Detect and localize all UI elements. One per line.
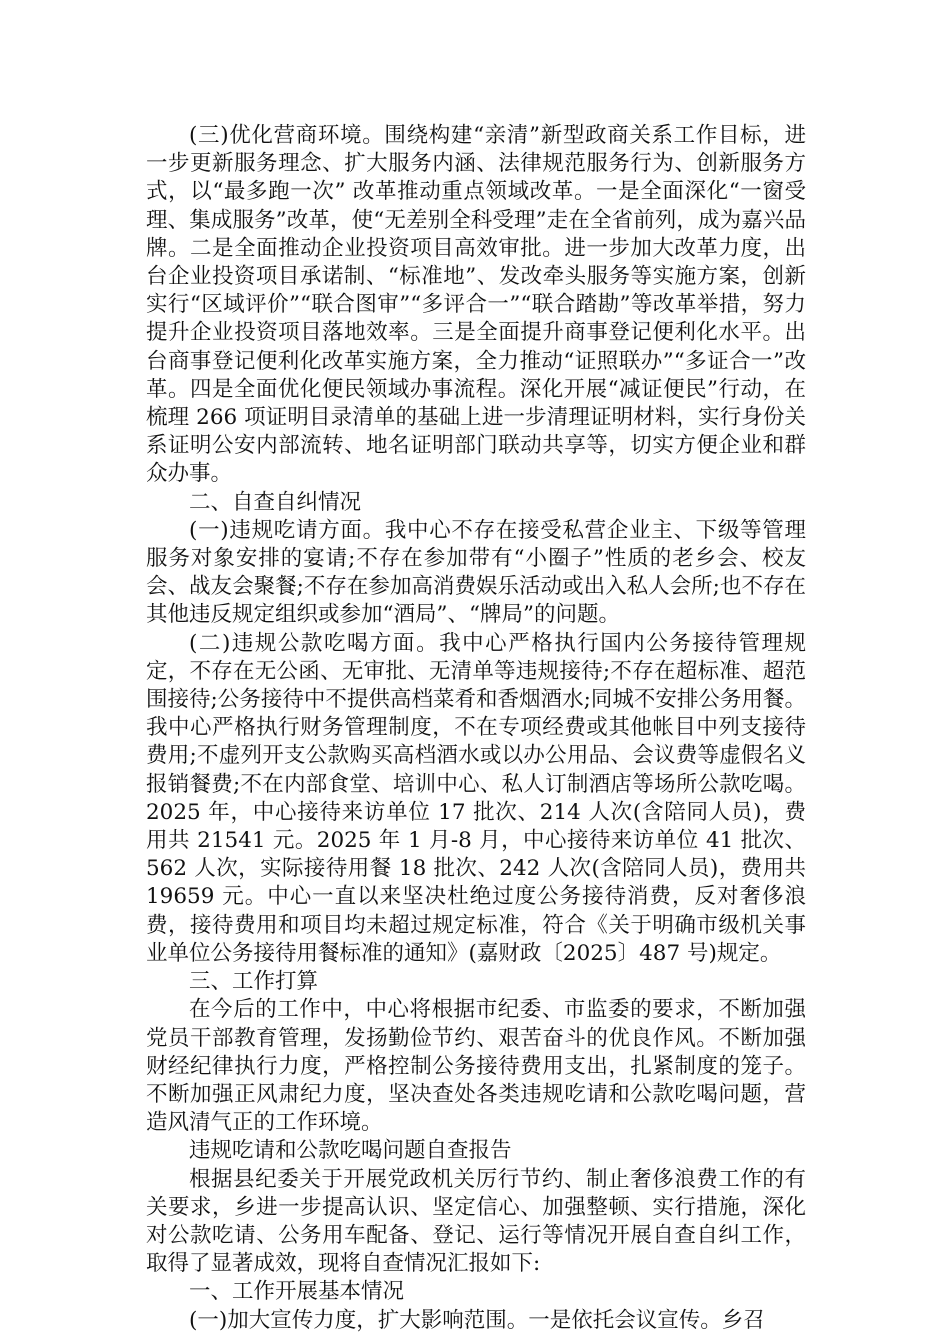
paragraph-improper-banquets: (一)违规吃请方面。我中心不存在接受私营企业主、下级等管理服务对象安排的宴请;不存在参加带有“小圈子”性质的老乡会、校友会、战友会聚餐;不存在参加高消费娱乐活动或出入私人会所;也不存在其他违反规定组织或参加“酒局”、“牌局”的问题。: [146, 517, 806, 628]
document-page: [146, 122, 806, 1335]
section-heading-work-plan: 三、工作打算: [189, 969, 319, 995]
paragraph-publicity: (一)加大宣传力度，扩大影响范围。一是依托会议宣传。乡召: [189, 1307, 765, 1333]
paragraph-business-environment: (三)优化营商环境。围绕构建“亲清”新型政商关系工作目标，进一步更新服务理念、扩大服务内涵、法律规范服务行为、创新服务方式，以“最多跑一次” 改革推动重点领域改革。一是全面深化“一窗受理、集成服务”改革，使“无差别全科受理”走在全省前列，成为嘉兴品牌。二是全面推动企业投资项目高效审批。进一步加大改革力度，出台企业投资项目承诺制、“标准地”、发改牵头服务等实施方案，创新实行“区域评价”“联合图审”“多评合一”“联合踏勘”等改革举措，努力提升企业投资项目落地效率。三是全面提升商事登记便利化水平。出台商事登记便利化改革实施方案，全力推动“证照联办”“多证合一”改革。四是全面优化便民领域办事流程。深化开展“减证便民”行动，在梳理 266 项证明目录清单的基础上进一步清理证明材料，实行身份关系证明公安内部流转、地名证明部门联动共享等，切实方便企业和群众办事。: [146, 123, 806, 487]
section-heading-self-inspection: 二、自查自纠情况: [189, 489, 362, 515]
section-heading-basic-situation: 一、工作开展基本情况: [189, 1279, 405, 1305]
paragraph-future-work: 在今后的工作中，中心将根据市纪委、市监委的要求，不断加强党员干部教育管理，发扬勤俭节约、艰苦奋斗的优良作风。不断加强财经纪律执行力度，严格控制公务接待费用支出，扎紧制度的笼子。不断加强正风肃纪力度，坚决查处各类违规吃请和公款吃喝问题，营造风清气正的工作环境。: [146, 997, 806, 1136]
report-title: 违规吃请和公款吃喝问题自查报告: [189, 1138, 512, 1164]
paragraph-report-intro: 根据县纪委关于开展党政机关厉行节约、制止奢侈浪费工作的有关要求，乡进一步提高认识、坚定信心、加强整顿、实行措施，深化对公款吃请、公务用车配备、登记、运行等情况开展自查自纠工作，取得了显著成效，现将自查情况汇报如下:: [146, 1166, 806, 1277]
paragraph-public-funds-dining: (二)违规公款吃喝方面。我中心严格执行国内公务接待管理规定，不存在无公函、无审批、无清单等违规接待;不存在超标准、超范围接待;公务接待中不提供高档菜肴和香烟酒水;同城不安排公务用餐。我中心严格执行财务管理制度，不在专项经费或其他帐目中列支接待费用;不虚列开支公款购买高档酒水或以办公用品、会议费等虚假名义报销餐费;不在内部食堂、培训中心、私人订制酒店等场所公款吃喝。2025 年，中心接待来访单位 17 批次、214 人次(含陪同人员)，费用共 21541 元。2025 年 1 月-8 月，中心接待来访单位 41 批次、562 人次，实际接待用餐 18 批次、242 人次(含陪同人员)，费用共 19659 元。中心一直以来坚决杜绝过度公务接待消费，反对奢侈浪费，接待费用和项目均未超过规定标准，符合《关于明确市级机关事业单位公务接待用餐标准的通知》(嘉财政〔2025〕487 号)规定。: [146, 630, 806, 966]
